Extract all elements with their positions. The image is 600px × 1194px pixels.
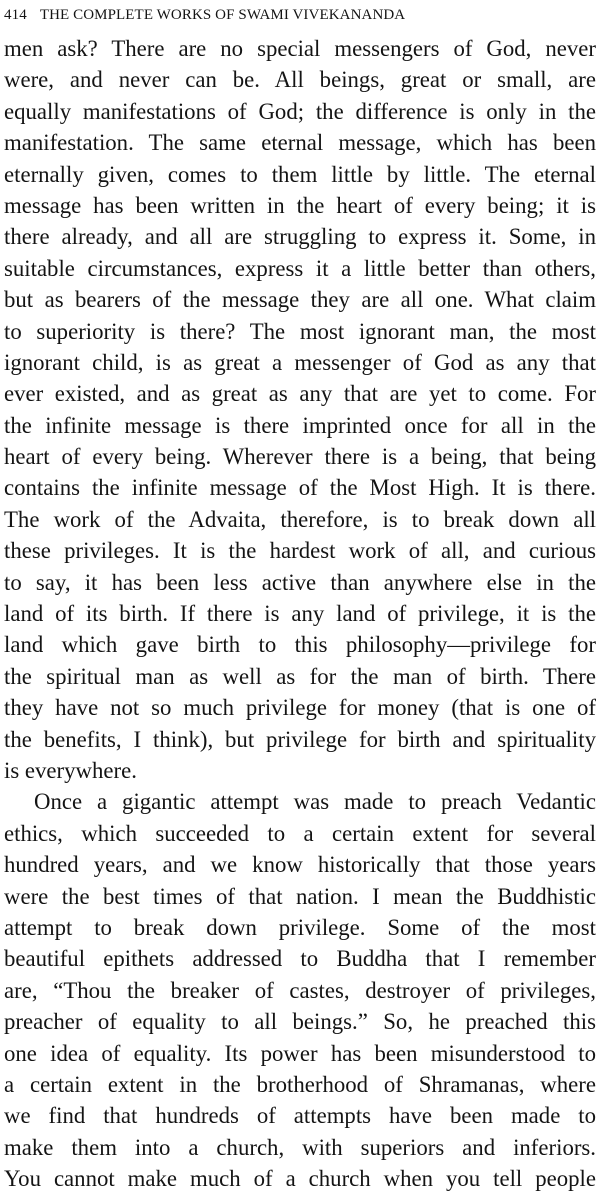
- text-line: ignorant child, is as great a messenger of God as any that: [4, 349, 596, 375]
- text-line: preacher of equality to all beings.” So, he preached this: [4, 1009, 596, 1035]
- text-line: but as bearers of the message they are all one. What claim: [4, 287, 596, 313]
- text-line: hundred years, and we know historically that those years: [4, 852, 596, 878]
- page-number: 414: [4, 7, 27, 23]
- text-line: You cannot make much of a church when you tell people: [4, 1166, 596, 1192]
- text-line: make them into a church, with superiors and inferiors.: [4, 1134, 596, 1160]
- text-line: message has been written in the heart of every being; it is: [4, 192, 596, 218]
- text-line: attempt to break down privilege. Some of the most: [4, 914, 596, 940]
- text-line: they have not so much privilege for money (that is one of: [4, 695, 596, 721]
- text-line: the spiritual man as well as for the man of birth. There: [4, 663, 596, 689]
- text-line: ethics, which succeeded to a certain extent for several: [4, 820, 596, 846]
- text-line: contains the infinite message of the Most High. It is there.: [4, 475, 596, 501]
- text-line: are, “Thou the breaker of castes, destroyer of privileges,: [4, 977, 596, 1003]
- text-line: beautiful epithets addressed to Buddha that I remember: [4, 946, 596, 972]
- text-line: were, and never can be. All beings, great or small, are: [4, 67, 596, 93]
- text-line: manifestation. The same eternal message, which has been: [4, 130, 596, 156]
- text-line: a certain extent in the brotherhood of Shramanas, where: [4, 1071, 596, 1097]
- paragraph: [4, 786, 596, 1194]
- text-line: the benefits, I think), but privilege for birth and spirituality: [4, 726, 596, 752]
- text-line: we find that hundreds of attempts have been made to: [4, 1103, 596, 1129]
- text-line: men ask? There are no special messengers of God, never: [4, 36, 596, 61]
- text-line: equally manifestations of God; the difference is only in the: [4, 98, 596, 124]
- text-line: eternally given, comes to them little by little. The eternal: [4, 161, 596, 187]
- text-line: suitable circumstances, express it a little better than others,: [4, 255, 596, 281]
- body-text: [4, 33, 596, 1194]
- text-line: ever existed, and as great as any that are yet to come. For: [4, 381, 596, 407]
- paragraph: [4, 33, 596, 786]
- text-line: one idea of equality. Its power has been misunderstood to: [4, 1040, 596, 1066]
- running-head: [4, 2, 596, 28]
- text-line: these privileges. It is the hardest work of all, and curious: [4, 538, 596, 564]
- text-line: land which gave birth to this philosophy—privilege for: [4, 632, 596, 658]
- running-title: THE COMPLETE WORKS OF SWAMI VIVEKANANDA: [39, 7, 406, 23]
- text-line: heart of every being. Wherever there is a being, that being: [4, 444, 596, 470]
- text-line: to say, it has been less active than anywhere else in the: [4, 569, 596, 595]
- text-line: The work of the Advaita, therefore, is to break down all: [4, 506, 596, 532]
- text-line: the infinite message is there imprinted once for all in the: [4, 412, 596, 438]
- text-line: were the best times of that nation. I mean the Buddhistic: [4, 883, 596, 909]
- text-line: Once a gigantic attempt was made to preach Vedantic: [34, 789, 596, 815]
- text-line: there already, and all are struggling to express it. Some, in: [4, 224, 596, 250]
- text-line: land of its birth. If there is any land of privilege, it is the: [4, 601, 596, 627]
- text-line: is everywhere.: [4, 757, 137, 783]
- text-line: to superiority is there? The most ignorant man, the most: [4, 318, 596, 344]
